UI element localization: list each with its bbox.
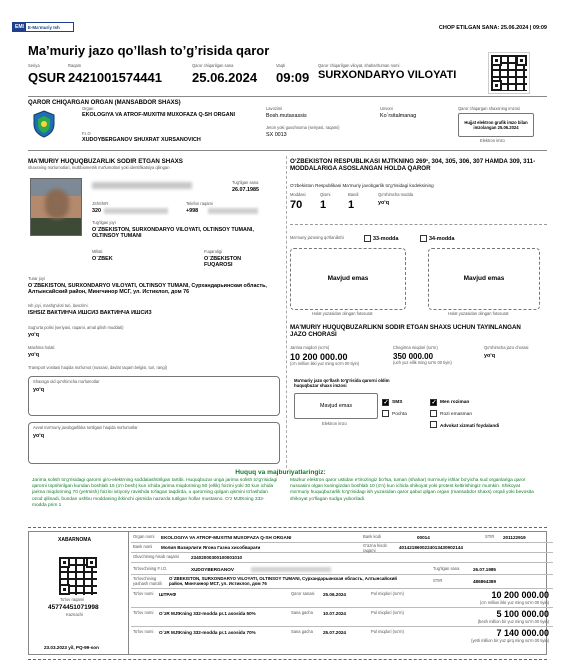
notify-label: Ma'muriy jazo qo'llash to'g'risida qarorni oldim huquqbuzar shaxs imzosi: [294, 378, 390, 388]
receipt-number: 45774451071998: [48, 604, 99, 611]
art33-label: 33-modda: [373, 236, 399, 242]
birthplace-value: O`ZBEKISTON, SURXONDARYO VILOYATI, OLTINSOY TUMANI, OLTINSOY TUMANI: [92, 227, 254, 240]
lawyer-checkbox[interactable]: [430, 421, 437, 428]
rank-value: Ko`rsitalmanag: [380, 113, 417, 119]
date-value: 25.06.2024: [192, 70, 258, 85]
transport-label: Transport vositasi haqida ma'lumot (nusxasi, davlat raqam belgisi, turi, rangi): [28, 365, 167, 370]
series-label: Seriya: [28, 63, 40, 68]
nationality-label: Millati: [92, 249, 103, 254]
art34-label: 34-modda: [429, 236, 455, 242]
rights-right-text: Mazkur elektron qaror ustidan e'tirozingiz bo'lsa, tuman (shahar) ma'muriy ishlar bo'yicha sud organlariga qaror nusxasini olgan kuningizdan boshlab 10 (o'n) kun ichida shikoyat yoki protest keltirishingiz mumkin. Shikoyat ma'muriy huquqbuzarlik to'g'risidagi ish yuzasidan qaror qabul qilgan organ (mansabdor shaxs) orqali yoki bevosita shikoyat yo'llagan sudga yuboriladi.: [290, 478, 534, 502]
logo-badge: EMI: [15, 24, 24, 30]
badge-value: SX 0013: [266, 132, 287, 138]
art34-checkbox[interactable]: [420, 235, 427, 242]
official-label: F.I.O: [82, 131, 91, 136]
extra-info-box: Shaxsga oid qo'shimcha ma'lumotlar yo‘q: [28, 376, 280, 416]
page-title: Ma’muriy jazo qo’llash to’g’risida qaror: [28, 43, 270, 58]
work-label: Ish joyi, mashg'uloti turi, lavozimi: [28, 303, 88, 308]
rank-label: Unvoni: [380, 106, 393, 111]
sms-checkbox[interactable]: [382, 399, 389, 406]
rights-left-text: Jarima solish to'g'risidagi qarorni giro-elektrning soddalashtirilgan tartibi. Huquqbuzar unga jarima solish to'g'risidagi qarorni topshirilgan kundan boshlab 15 (o'n besh) kun ichida jarima miqdorining 50 (ellik) foizini yoki 30 kun ichida jarima miqdorining 70 (yetmish) foizini ixtiyoriy ravishda to'lagan taqdirda, u qarorning qolgan qismini to'lashdan ozod qilinadi, bundan ushbu moddaning ikkinchi qismida nazarda tutilgan hollar mustasno. O‘z MJtKning 332-modda prim 1: [32, 478, 278, 508]
sms-label: SMS: [392, 400, 403, 405]
logo-text: E-Ma'muriy Ish: [27, 24, 60, 30]
phone-label: Telefon raqami: [186, 201, 213, 206]
agree-label: Men roziman: [440, 400, 470, 405]
disagree-label: Rozi emasman: [440, 412, 472, 417]
citizenship-label: Fuqaroligi: [204, 249, 222, 254]
organ-value: EKOLOGIYA VA ATROF-MUXITNI MUXOFAZA Q-SH ORGANI: [82, 112, 236, 118]
vehicle-state-value: yo‘q: [28, 352, 40, 358]
sign-label: Qaror chiqargan shaxsning imzosi: [458, 106, 520, 111]
apply-question: Ma'muriy jazoning qo'llanilishi: [290, 235, 344, 240]
payer-redacted: [251, 567, 331, 572]
authority-section-title: QAROR CHIQARGAN ORGAN (MANSABDOR SHAXS): [28, 100, 181, 106]
sign-caption: Elektron imzo: [480, 138, 505, 143]
phone-value: +998: [186, 208, 199, 214]
number-label: Raqam: [68, 63, 82, 68]
previous-offenses-box: Avval ma'muriy javobgarlikka tortilgani haqida ma'lumotlar yo‘q: [28, 422, 280, 464]
additional-value: yo‘q: [484, 353, 496, 359]
bottom-perforation: [28, 659, 547, 660]
extra-article-value: yo‘q: [378, 200, 390, 206]
invoice-qr-code: [58, 556, 98, 596]
birthplace-label: Tug'ilgan joyi: [92, 220, 116, 225]
payer-row-address: To'lovchining yashash manzili O`ZBEKISTON, SURXONDARYO VILOYATI, OLTINSOY TUMANI, Сурхандарьинская область, Алтынсайский район, Мингчинор МСГ, ул. Истиклол, дом 76 STIR 486864389: [131, 575, 553, 589]
fine-label: Jarima miqdori (so'm): [290, 345, 330, 350]
position-value: Bosh.mutaxassis: [266, 113, 307, 119]
emi-logo: [12, 22, 74, 32]
pinfl-redacted: [104, 208, 168, 214]
nationality-value: O`ZBEK: [92, 256, 113, 262]
birth-value: 26.07.1985: [232, 187, 259, 193]
vehicle-state-label: Mashina holati: [28, 345, 55, 350]
payer-row-name: To'lovchining F.I.O. XUDOYBERGANOV Tug'ilgan sana 26.07.1985: [131, 565, 553, 575]
fine-words: (o'n million ikki yuz ming so'm 00 tiyin): [290, 361, 360, 366]
legal-article-title: O‘ZBEKISTON RESPUBLIKASI MJTKNING 269¹, 304, 305, 306, 307 HAMDA 309, 311-MODDALARIGA ASOSLANGAN HOLDA QAROR: [290, 158, 536, 173]
discount-value: 350 000.00: [393, 352, 434, 361]
payment-row-1: To'lov nomi ШТРАФ Qaror sanasi 25.06.2024 Pul miqdori (so'm) 10 200 000.00 (o'n million ikki yuz ming so'm 00 tiyin): [131, 590, 553, 608]
agree-checkbox[interactable]: [430, 399, 437, 406]
band-value: 1: [348, 199, 355, 211]
additional-label: Qo'shimcha jazo chorasi: [484, 345, 529, 350]
region-value: SURXONDARYO VILOYATI: [318, 69, 457, 81]
address-label: Turar joyi: [28, 276, 45, 281]
photo-right-box: Mavjud emas: [428, 248, 540, 310]
official-value: XUDOYBERGANOV SHUXRAT XURSANOVICH: [82, 137, 201, 143]
discount-words: (uch yuz ellik ming so'm 00 tiyin): [393, 360, 452, 365]
invoice-row-organ: Organ nomi EKOLOGIYA VA ATROF-MUXITNI MUXOFAZA Q-SH ORGANI Bank kodi 00014 STIR 201122919: [131, 533, 553, 543]
position-label: Lavozimi: [266, 106, 283, 111]
number-value: 2421001574441: [68, 70, 162, 85]
invoice-row-bank: Bank nomi Молия Вазирлиги Ягона Газна хисобварағи G'azna hisob raqami 4014218600224013430902144: [131, 543, 553, 553]
extra-article-label: Qo'shimcha modda: [378, 192, 414, 197]
penalty-section-title: MA’MURIY HUQUQBUZARLIKNI SODIR ETGAN SHAXS UCHUN TAYINLANGAN JAZO CHORASI: [290, 324, 521, 339]
decision-qr-code: [488, 52, 530, 94]
disagree-checkbox[interactable]: [430, 410, 437, 417]
moddasi-value: 70: [290, 199, 303, 211]
moddasi-label: Moddasi: [290, 192, 306, 197]
qismi-value: 1: [320, 199, 327, 211]
invoice-top-border: [28, 527, 547, 528]
citizenship-value: O`ZBEKISTON FUQAROSI: [204, 256, 242, 269]
printed-date: CHOP ETILGAN SANA: 25.06.2024 | 09:09: [438, 25, 547, 31]
invoice-row-account: Oluvchining hisob raqami 23402000300100001010: [131, 553, 553, 563]
photo-left-caption: Holat yuzasidan olingan fotosurat: [312, 311, 373, 316]
region-label: Qaror chiqarilgan viloyat, shahar/tuman nomi: [318, 63, 400, 68]
redacted-name: [92, 182, 192, 189]
photo-left-box: Mavjud emas: [290, 248, 406, 310]
notify-caption: Elektron imzo: [322, 421, 347, 426]
insurance-label: Sug'urta polisi (seriyasi, raqami, amal qilish muddati): [28, 325, 124, 330]
receipt-number-label: To'lov raqami: [60, 597, 84, 602]
pinfl-label: JShShIR: [92, 201, 109, 206]
emblem-icon: [32, 110, 56, 138]
time-label: Vaqti: [276, 63, 286, 68]
art33-checkbox[interactable]: [364, 235, 371, 242]
pinfl-value: 320: [92, 208, 101, 214]
organ-label: Organ: [82, 106, 94, 111]
discount-label: Chegirma miqdori (so'm): [393, 345, 438, 350]
pochta-label: Pochta: [392, 412, 407, 417]
address-value: O`ZBEKISTON, SURXONDARYO VILOYATI, OLTINSOY TUMANI, Сурхандарьинская область, Алтынсайский район, Мингчинор МСГ, ул. Истиклол, дом 76: [28, 283, 267, 296]
rights-title: Huquq va majburiyatlaringiz:: [235, 469, 326, 476]
badge-label: Jeton yoki guvohnoma (seriyasi, raqami): [266, 125, 340, 130]
receipt-caption: Kaznachi: [66, 612, 83, 617]
payment-row-2: To'lov nomi O`zR MJtKning 332-modda pr.1 asosida 50% Sana gacha 10.07.2024 Pul miqdori (so'm) 5 100 000.00 (besh million bir yuz ming so'm 00 tiyin): [131, 609, 553, 627]
electronic-sign-stamp: Hujjat elektron grafik imzo bilan imzolangan 25.06.2024: [458, 113, 534, 137]
qismi-label: Qismi: [320, 192, 331, 197]
band-label: Bandi: [348, 192, 359, 197]
photo-right-caption: Holat yuzasidan olingan fotosurat: [448, 311, 509, 316]
receipt-footer: 23.03.2023 yil, PQ-99-son: [44, 645, 99, 650]
offender-photo: [30, 178, 82, 236]
offender-section-title: MA’MURIY HUQUQBUZARLIK SODIR ETGAN SHAXS: [28, 158, 183, 165]
payment-row-3: To'lov nomi O`zR MJtKning 332-modda pr.1 asosida 70% Sana gacha 25.07.2024 Pul miqdori (so'm) 7 140 000.00 (yetti million bir yuz qirq ming so'm 00 tiyin): [133, 628, 549, 643]
birth-label: Tug'ilgan sana: [232, 180, 259, 185]
code-label: O'zbekiston Respublikasi Ma'muriy javobgarlik to'g'risidagi kodeksining: [290, 183, 434, 188]
insurance-value: yo‘q: [28, 332, 40, 338]
work-value: ISHSIZ ВАКТИНЧА ИШСИЗ ВАКТИНЧА ИШСИЗ: [28, 310, 152, 316]
fine-value: 10 200 000.00: [290, 352, 348, 362]
series-value: QSUR: [28, 70, 66, 85]
phone-redacted: [208, 208, 258, 214]
date-label: Qaror chiqarilgan sana: [192, 63, 234, 68]
time-value: 09:09: [276, 70, 310, 85]
notify-sign-box: Mavjud emas: [294, 393, 378, 419]
invoice-title: XABARNOMA: [58, 537, 92, 543]
pochta-checkbox[interactable]: [382, 410, 389, 417]
offender-section-sub: shaxsning ma'lumotlari, multibiometrik ma'lumotlari yoki identifikatsiya qilingan: [28, 165, 170, 170]
lawyer-label: Advokat xizmati foydalandi: [440, 423, 500, 428]
